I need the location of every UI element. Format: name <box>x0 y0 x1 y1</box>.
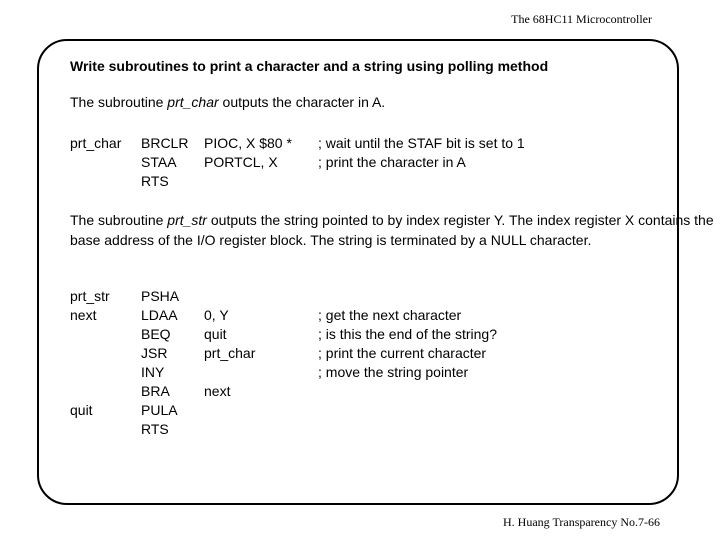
code-comment: ; move the string pointer <box>318 364 469 380</box>
code-label: prt_char <box>70 135 122 151</box>
prt-str-operands <box>204 287 255 439</box>
prt-char-operands <box>204 134 292 191</box>
code-label: quit <box>70 402 93 418</box>
code-op: BRA <box>141 383 170 399</box>
code-label <box>70 153 121 172</box>
code-operand: PIOC, X $80 * <box>204 135 292 151</box>
code-operand: quit <box>204 326 227 342</box>
code-label <box>70 382 110 401</box>
code-operand <box>204 401 255 420</box>
prt-char-labels <box>70 134 121 191</box>
slide-header: The 68HC11 Microcontroller <box>511 12 652 26</box>
code-comment: ; get the next character <box>318 307 462 323</box>
prt-str-ops <box>141 287 179 439</box>
code-comment <box>318 382 497 401</box>
code-comment <box>318 401 497 420</box>
code-label <box>70 325 110 344</box>
prt-char-intro-before: The subroutine <box>70 94 168 110</box>
code-op: LDAA <box>141 307 178 323</box>
code-operand <box>204 172 292 191</box>
code-operand <box>204 363 255 382</box>
prt-char-intro-name: prt_char <box>167 94 219 110</box>
prt-char-comments <box>318 134 525 191</box>
code-label: prt_str <box>70 288 110 304</box>
prt-char-intro <box>70 94 385 110</box>
code-comment: ; print the character in A <box>318 154 466 170</box>
slide-footer: H. Huang Transparency No.7-66 <box>503 515 660 529</box>
code-op: BEQ <box>141 326 171 342</box>
code-operand: PORTCL, X <box>204 154 278 170</box>
prt-str-intro-before: The subroutine <box>70 212 168 228</box>
code-comment: ; wait until the STAF bit is set to 1 <box>318 135 525 151</box>
code-label <box>70 172 121 191</box>
code-op: PULA <box>141 402 178 418</box>
code-operand <box>204 420 255 439</box>
code-op: PSHA <box>141 288 180 304</box>
prt-str-labels <box>70 287 110 439</box>
code-op: INY <box>141 364 165 380</box>
code-operand <box>204 287 255 306</box>
code-label <box>70 420 110 439</box>
code-op: STAA <box>141 154 177 170</box>
code-operand: 0, Y <box>204 307 229 323</box>
code-label <box>70 363 110 382</box>
code-op: BRCLR <box>141 135 189 151</box>
code-comment <box>318 287 497 306</box>
code-label: next <box>70 307 97 323</box>
slide-title: Write subroutines to print a character and a string using polling method <box>70 58 549 74</box>
prt-str-intro-after: outputs the string pointed to by index register Y. The index register X contains the base address of the I/O register block. The string is terminated by a NULL character. <box>70 212 714 248</box>
prt-str-comments <box>318 287 497 439</box>
code-comment: ; print the current character <box>318 345 487 361</box>
code-comment <box>318 420 497 439</box>
code-label <box>70 344 110 363</box>
prt-str-intro-name: prt_str <box>167 212 207 228</box>
prt-str-intro <box>70 210 720 250</box>
code-op: RTS <box>141 421 169 437</box>
code-operand: prt_char <box>204 345 256 361</box>
code-comment <box>318 172 525 191</box>
code-operand: next <box>204 383 231 399</box>
code-op: JSR <box>141 345 168 361</box>
code-op: RTS <box>141 173 169 189</box>
prt-char-ops <box>141 134 188 191</box>
prt-char-intro-after: outputs the character in A. <box>218 94 386 110</box>
code-comment: ; is this the end of the string? <box>318 326 497 342</box>
